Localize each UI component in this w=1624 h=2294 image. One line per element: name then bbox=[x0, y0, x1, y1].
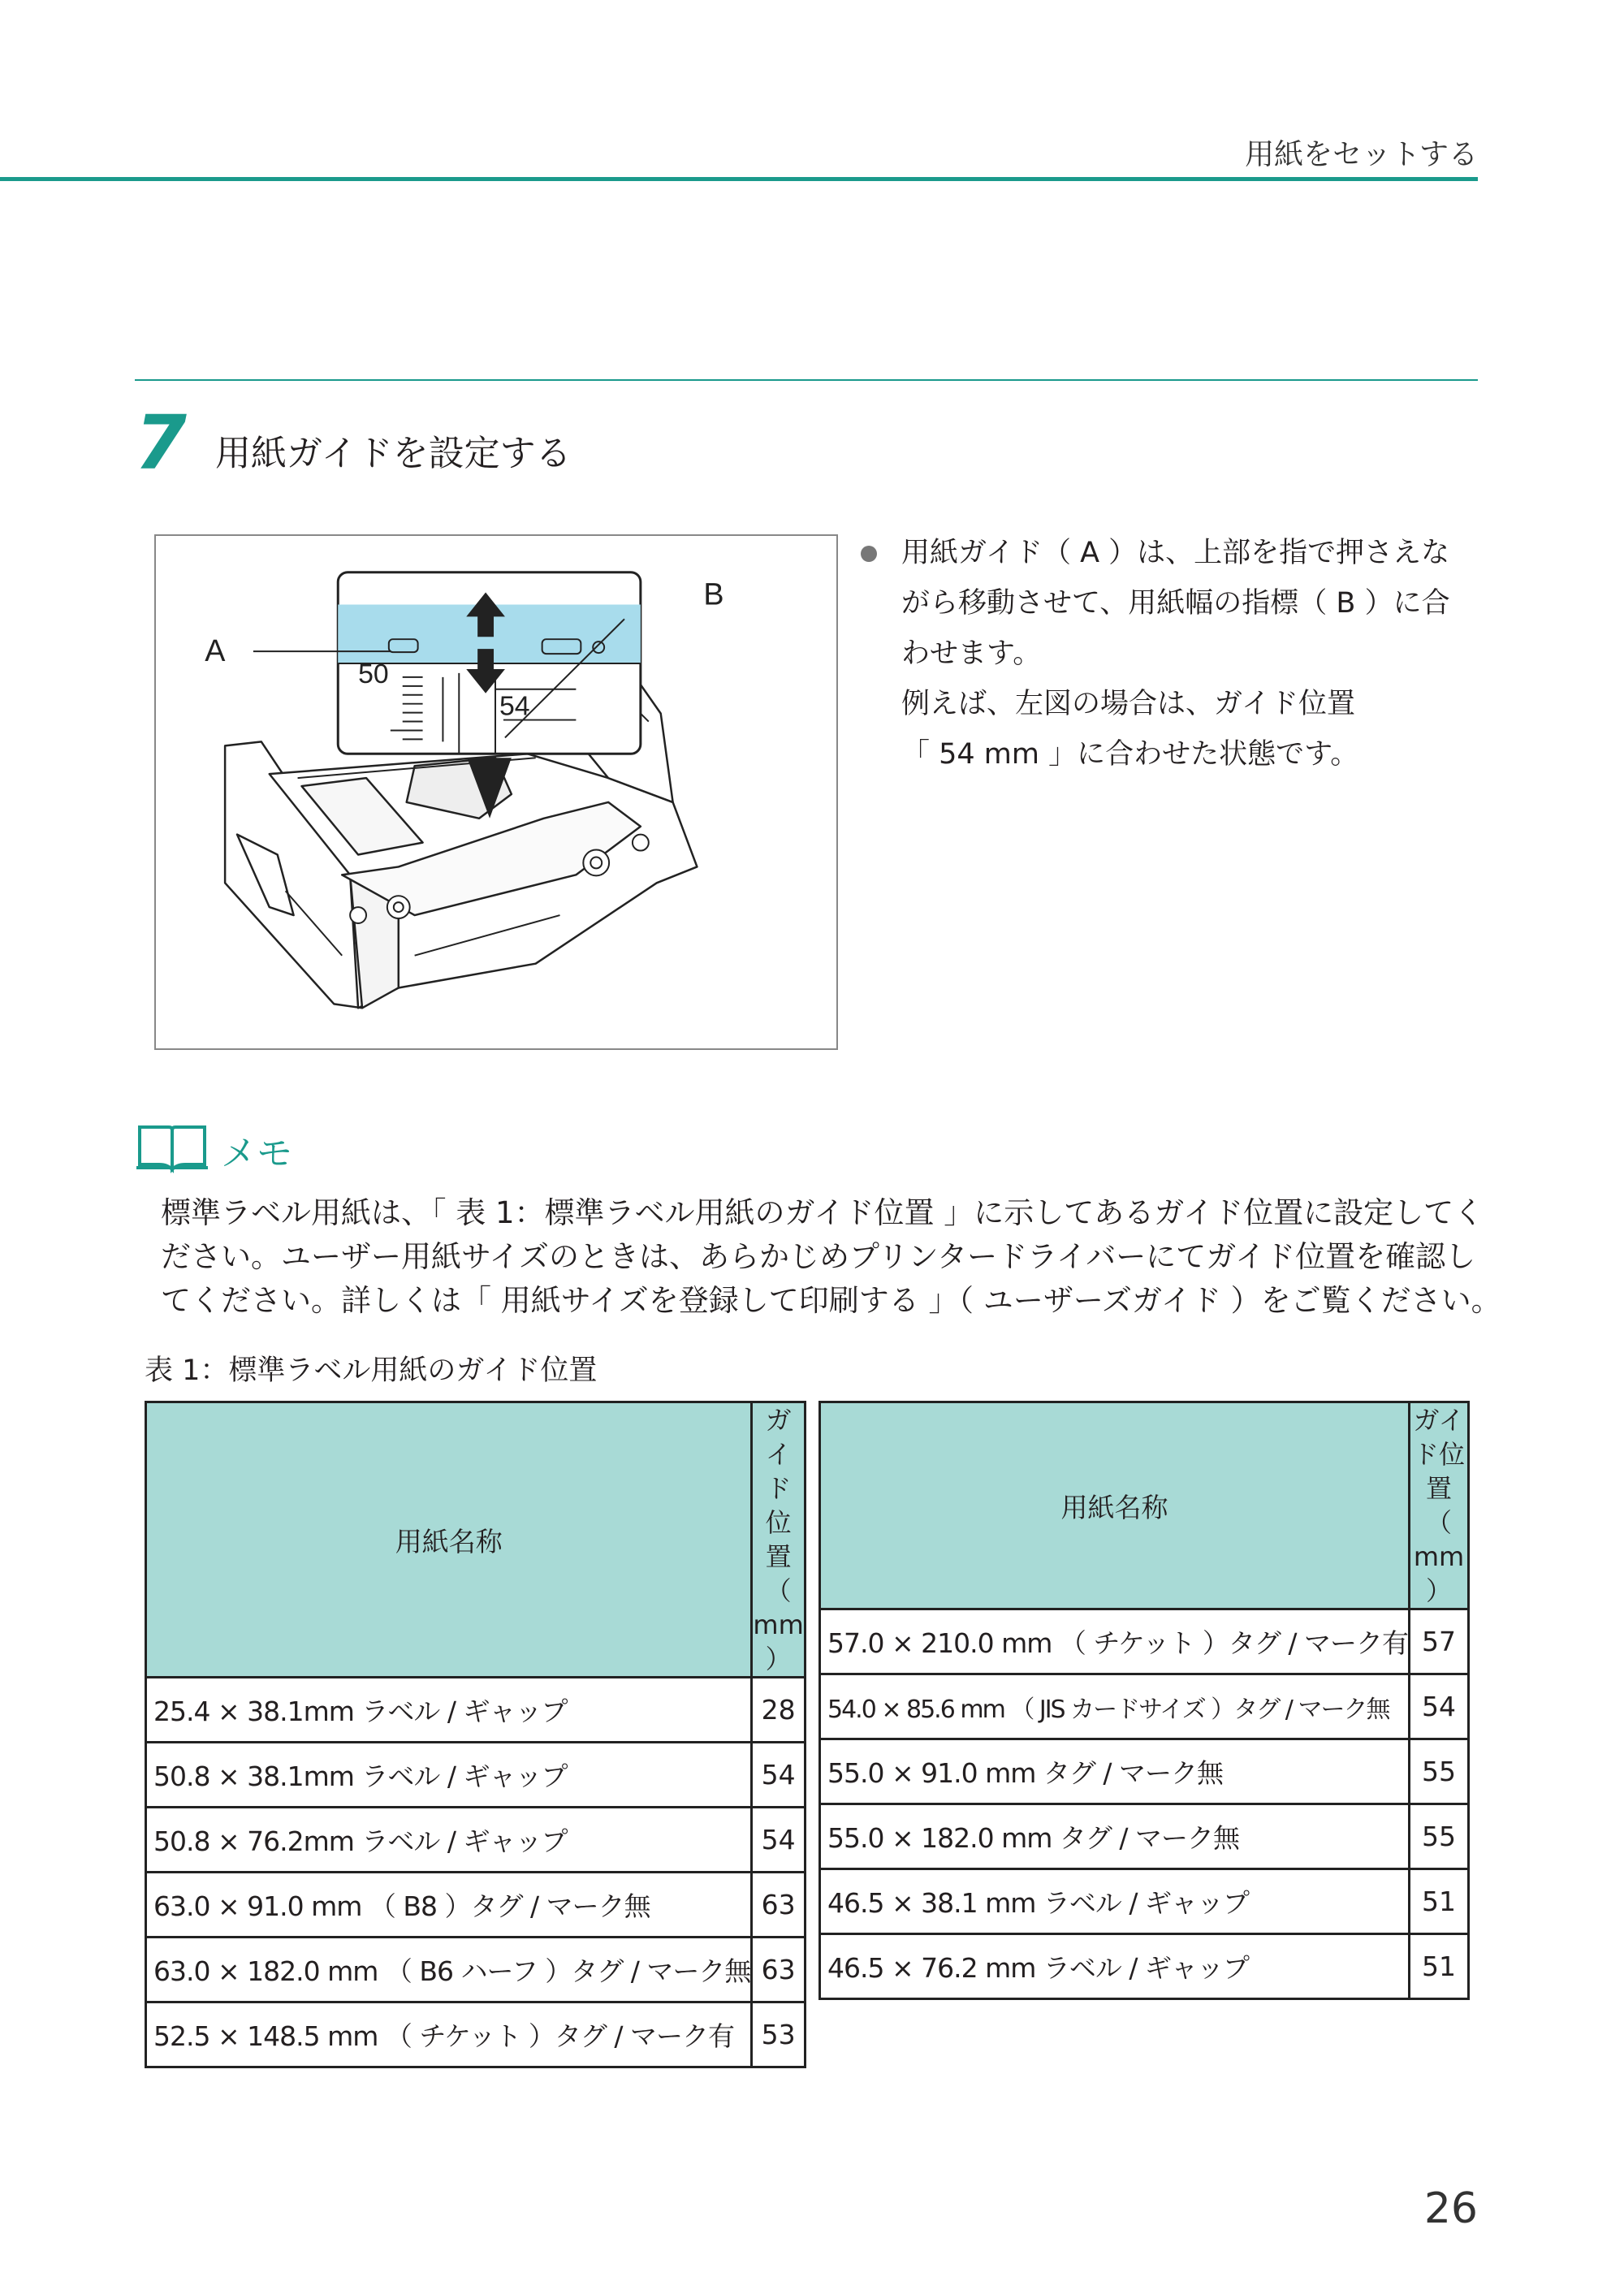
table-row bbox=[820, 1674, 1469, 1739]
bullet-icon bbox=[861, 546, 877, 562]
guide-position-cell: 63 bbox=[752, 1873, 805, 1938]
printer-illustration-svg bbox=[156, 536, 836, 1048]
instruction-text bbox=[901, 528, 1478, 780]
instruction-line: 用紙ガイド（ A ）は、上部を指で押さえな bbox=[901, 537, 1450, 569]
instruction-line: 例えば、左図の場合は、ガイド位置 bbox=[901, 688, 1355, 720]
book-icon bbox=[135, 1121, 209, 1174]
header-pos-line1: ガイド位置 bbox=[765, 1405, 792, 1572]
page-number: 26 bbox=[1423, 2184, 1478, 2233]
column-header-name: 用紙名称 bbox=[146, 1402, 752, 1678]
column-header-position bbox=[1409, 1402, 1468, 1609]
table-row bbox=[146, 1938, 806, 2002]
paper-name-cell: 52.5 × 148.5 mm （ チケット ）タグ / マーク有 bbox=[146, 2002, 752, 2067]
guide-position-cell: 57 bbox=[1409, 1609, 1468, 1674]
step-rule bbox=[135, 379, 1478, 381]
guide-position-cell: 55 bbox=[1409, 1804, 1468, 1869]
memo-text bbox=[161, 1191, 1501, 1323]
paper-name-cell: 46.5 × 38.1 mm ラベル / ギャップ bbox=[820, 1869, 1410, 1934]
table-row bbox=[820, 1739, 1469, 1804]
paper-name-cell: 50.8 × 38.1mm ラベル / ギャップ bbox=[146, 1743, 752, 1808]
paper-name-cell: 25.4 × 38.1mm ラベル / ギャップ bbox=[146, 1678, 752, 1743]
table-row bbox=[146, 1678, 806, 1743]
guide-position-cell: 54 bbox=[752, 1808, 805, 1873]
label-a: A bbox=[205, 634, 226, 669]
table-row bbox=[820, 1609, 1469, 1674]
paper-name-cell: 63.0 × 91.0 mm （ B8 ）タグ / マーク無 bbox=[146, 1873, 752, 1938]
paper-name-cell: 57.0 × 210.0 mm （ チケット ）タグ / マーク有 bbox=[820, 1609, 1410, 1674]
table-row bbox=[146, 1743, 806, 1808]
step-number: 7 bbox=[135, 400, 188, 486]
column-header-name: 用紙名称 bbox=[820, 1402, 1410, 1609]
printer-guide-illustration bbox=[154, 534, 838, 1050]
label-b: B bbox=[703, 577, 724, 612]
table-caption: 表 1：標準ラベル用紙のガイド位置 bbox=[145, 1354, 598, 1387]
guide-position-cell: 54 bbox=[752, 1743, 805, 1808]
guide-position-cell: 63 bbox=[752, 1938, 805, 2002]
memo-line: てください。詳しくは「 用紙サイズを登録して印刷する 」（ ユーザーズガイド ）をご覧ください。 bbox=[161, 1283, 1501, 1318]
running-header: 用紙をセットする bbox=[1245, 138, 1478, 171]
header-pos-line2: （ mm ） bbox=[1413, 1507, 1465, 1606]
table-row bbox=[146, 2002, 806, 2067]
guide-position-cell: 53 bbox=[752, 2002, 805, 2067]
guide-table-left bbox=[145, 1401, 806, 2068]
guide-position-cell: 55 bbox=[1409, 1739, 1468, 1804]
instruction-line: わせます。 bbox=[901, 637, 1042, 670]
scale-label-left: 50 bbox=[358, 658, 389, 689]
guide-position-cell: 51 bbox=[1409, 1869, 1468, 1934]
guide-position-cell: 28 bbox=[752, 1678, 805, 1743]
instruction-block bbox=[861, 528, 1478, 780]
table-row bbox=[146, 1873, 806, 1938]
paper-name-cell: 54.0 × 85.6 mm （ JIS カードサイズ ）タグ / マーク無 bbox=[820, 1674, 1410, 1739]
table-row bbox=[820, 1804, 1469, 1869]
instruction-line: 「 54 mm 」に合わせた状態です。 bbox=[901, 738, 1359, 771]
paper-name-cell: 46.5 × 76.2 mm ラベル / ギャップ bbox=[820, 1934, 1410, 1999]
paper-name-cell: 55.0 × 91.0 mm タグ / マーク無 bbox=[820, 1739, 1410, 1804]
scale-label-right: 54 bbox=[499, 690, 530, 722]
memo-line: ださい。ユーザー用紙サイズのときは、あらかじめプリンタードライバーにてガイド位置を確認し bbox=[161, 1239, 1476, 1274]
paper-name-cell: 63.0 × 182.0 mm （ B6 ハーフ ）タグ / マーク無 bbox=[146, 1938, 752, 2002]
guide-position-cell: 54 bbox=[1409, 1674, 1468, 1739]
table-row bbox=[820, 1869, 1469, 1934]
instruction-line: がら移動させて、用紙幅の指標（ B ）に合 bbox=[901, 587, 1450, 620]
table-row bbox=[146, 1808, 806, 1873]
guide-position-cell: 51 bbox=[1409, 1934, 1468, 1999]
paper-name-cell: 50.8 × 76.2mm ラベル / ギャップ bbox=[146, 1808, 752, 1873]
header-pos-line1: ガイド位置 bbox=[1412, 1405, 1465, 1504]
paper-name-cell: 55.0 × 182.0 mm タグ / マーク無 bbox=[820, 1804, 1410, 1869]
guide-table-right bbox=[818, 1401, 1470, 2000]
memo-label: メモ bbox=[221, 1133, 292, 1174]
step-title: 用紙ガイドを設定する bbox=[215, 433, 572, 474]
column-header-position bbox=[752, 1402, 805, 1678]
memo-line: 標準ラベル用紙は、「 表 1：標準ラベル用紙のガイド位置 」に示してあるガイド位置に設定してく bbox=[161, 1195, 1484, 1230]
header-rule bbox=[0, 177, 1478, 181]
table-row bbox=[820, 1934, 1469, 1999]
header-pos-line2: （ mm ） bbox=[753, 1575, 804, 1674]
